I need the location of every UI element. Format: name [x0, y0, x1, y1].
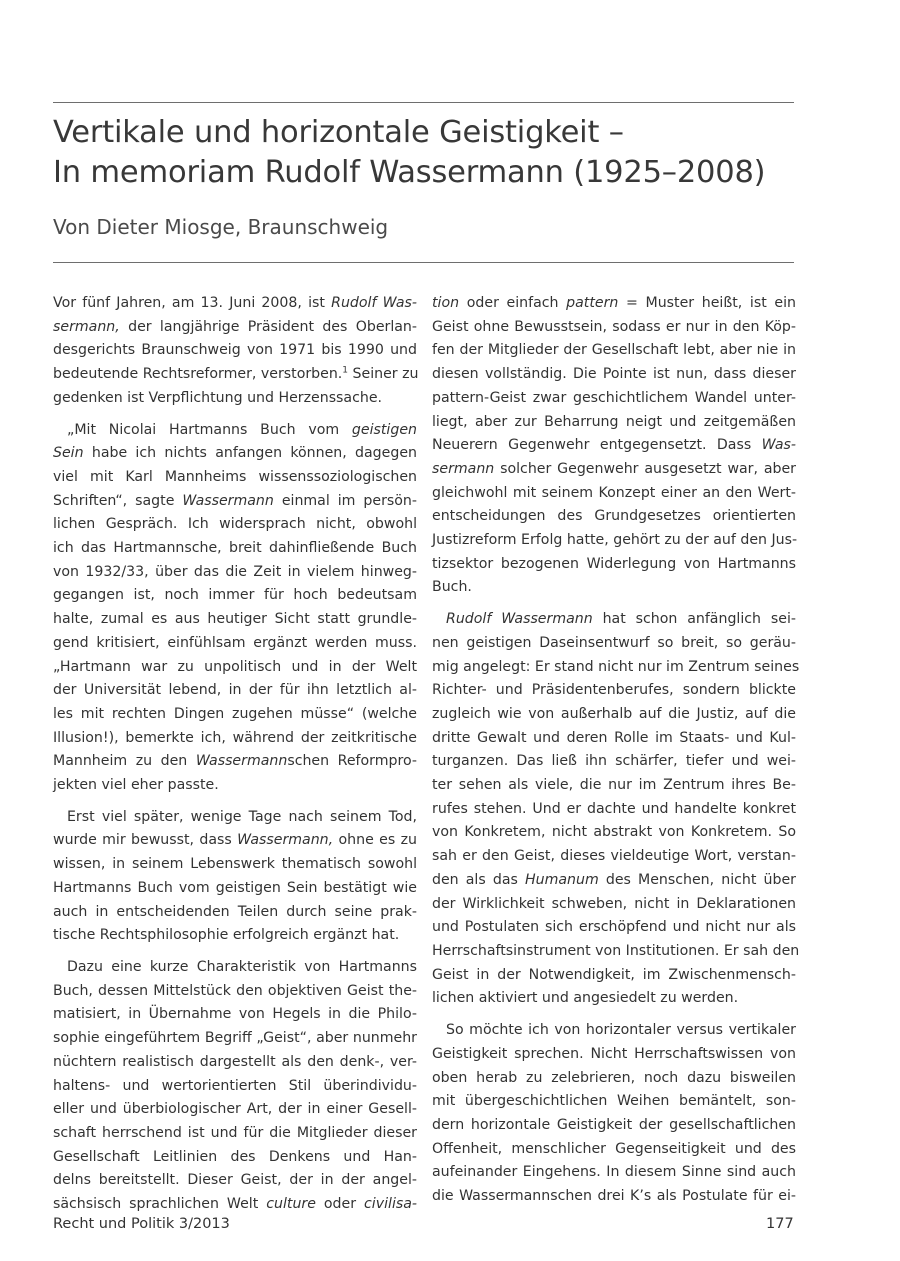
footer-journal-name: Recht und Politik 3/2013: [53, 1216, 230, 1232]
text-line: und Postulaten sich erschöpfend und nicht nur als: [432, 919, 796, 936]
text-line: aufeinander Eingehens. In diesem Sinne sind auch: [432, 1164, 796, 1181]
text-line: Hartmanns Buch vom geistigen Sein bestätigt wie: [53, 879, 417, 896]
text-line: gend kritisiert, einfühlsam ergänzt werden muss.: [53, 634, 417, 651]
text-line: Gesellschaft Leitlinien des Denkens und Han-: [53, 1148, 417, 1165]
text-line: von Konkretem, nicht abstrakt von Konkretem. So: [432, 824, 796, 841]
text-line: Mannheim zu den Wassermannschen Reformpro-: [53, 753, 417, 770]
text-line: jekten viel eher passte.: [53, 777, 219, 794]
text-line: „Hartmann war zu unpolitisch und in der Welt: [53, 658, 417, 675]
text-line: Richter- und Präsidentenberufes, sondern blickte: [432, 682, 796, 699]
text-line: nüchtern realistisch dargestellt als den denk-, ver-: [53, 1053, 417, 1070]
text-line: Neuerern Gegenwehr entgegensetzt. Dass Was-: [432, 437, 796, 454]
text-column-left: [53, 292, 417, 1225]
text-line: von 1932/33, über das die Zeit in vielem hinweg-: [53, 563, 417, 580]
text-line: eller und überbiologischer Art, der in einer Gesell-: [53, 1101, 417, 1118]
text-line: Geist ohne Bewusstsein, sodass er nur in den Köp-: [432, 318, 796, 335]
text-line: haltens- und wertorientierten Stil überindividu-: [53, 1077, 417, 1094]
text-line: Offenheit, menschlicher Gegenseitigkeit und des: [432, 1140, 796, 1157]
text-line: wurde mir bewusst, dass Wassermann, ohne es zu: [53, 832, 417, 849]
text-line: ich das Hartmannsche, breit dahinfließende Buch: [53, 540, 417, 557]
text-line: Schriften“, sagte Wassermann einmal im persön-: [53, 492, 417, 509]
paragraph: [432, 1019, 796, 1209]
footer-page-number: 177: [766, 1216, 794, 1232]
text-line: Buch.: [432, 579, 472, 596]
article-title: [53, 113, 798, 193]
title-line-1: Vertikale und horizontale Geistigkeit –: [53, 115, 624, 150]
text-line: matisiert, in Übernahme von Hegels in die Philo-: [53, 1006, 417, 1023]
text-line: Erst viel später, wenige Tage nach seinem Tod,: [67, 808, 417, 825]
text-line: Herrschaftsinstrument von Institutionen. Er sah den: [432, 942, 800, 959]
paragraph: [53, 806, 417, 948]
text-line: pattern-Geist zwar geschichtlichem Wandel unter-: [432, 389, 796, 406]
text-line: schaft herrschend ist und für die Mitglieder dieser: [53, 1124, 417, 1141]
text-line: desgerichts Braunschweig von 1971 bis 1990 und: [53, 342, 417, 359]
text-line: den als das Humanum des Menschen, nicht über: [432, 871, 796, 888]
text-line: auch in entscheidenden Teilen durch seine prak-: [53, 903, 417, 920]
text-line: mig angelegt: Er stand nicht nur im Zentrum seines: [432, 658, 800, 675]
text-column-right: [432, 292, 800, 1217]
text-line: les mit rechten Dingen zugehen müsse“ (welche: [53, 705, 417, 722]
text-line: turganzen. Das ließ ihn schärfer, tiefer und wei-: [432, 753, 796, 770]
text-line: viel mit Karl Mannheims wissenssoziologischen: [53, 468, 417, 485]
text-line: dern horizontale Geistigkeit der gesellschaftlichen: [432, 1116, 796, 1133]
text-line: sah er den Geist, dieses vieldeutige Wort, verstan-: [432, 848, 796, 865]
text-line: bedeutende Rechtsreformer, verstorben.$^1$ Seiner zu: [53, 365, 419, 383]
text-line: mit übergeschichtlichen Weihen bemäntelt, son-: [432, 1093, 796, 1110]
text-line: Sein habe ich nichts anfangen können, dagegen: [53, 445, 417, 462]
text-line: Justizreform Erfolg hatte, gehört zu der auf den Jus-: [432, 532, 798, 549]
text-line: sermann, der langjährige Präsident des Oberlan-: [53, 318, 417, 335]
text-line: sophie eingeführtem Begriff „Geist“, aber nunmehr: [53, 1030, 417, 1047]
text-line: fen der Mitglieder der Gesellschaft lebt, aber nie in: [432, 342, 796, 359]
text-line: diesen vollständig. Die Pointe ist nun, dass dieser: [432, 366, 796, 383]
header-bottom-rule: [53, 262, 794, 263]
text-line: ter sehen als viele, die nur im Zentrum ihres Be-: [432, 777, 796, 794]
paragraph: [432, 292, 796, 600]
text-line: gedenken ist Verpflichtung und Herzenssache.: [53, 389, 383, 406]
text-line: halte, zumal es aus heutiger Sicht statt grundle-: [53, 611, 417, 628]
text-line: sermann solcher Gegenwehr ausgesetzt war, aber: [432, 460, 796, 477]
text-line: nen geistigen Daseinsentwurf so breit, so geräu-: [432, 634, 796, 651]
author-byline: Von Dieter Miosge, Braunschweig: [53, 215, 389, 239]
text-line: Geistigkeit sprechen. Nicht Herrschaftswissen von: [432, 1045, 796, 1062]
text-line: lichen Gespräch. Ich widersprach nicht, obwohl: [53, 516, 417, 533]
text-line: wissen, in seinem Lebenswerk thematisch sowohl: [53, 856, 417, 873]
text-line: Vor fünf Jahren, am 13. Juni 2008, ist Rudolf Was-: [53, 295, 417, 311]
text-line: Dazu eine kurze Charakteristik von Hartmanns: [67, 958, 417, 975]
text-line: der Wirklichkeit schweben, nicht in Deklarationen: [432, 895, 796, 912]
text-line: rufes stehen. Und er dachte und handelte konkret: [432, 800, 796, 817]
text-line: tion oder einfach pattern = Muster heißt, ist ein: [432, 295, 796, 311]
text-line: entscheidungen des Grundgesetzes orientierten: [432, 508, 796, 525]
text-line: Illusion!), bemerkte ich, während der zeitkritische: [53, 729, 417, 746]
text-line: gegangen ist, noch immer für hoch bedeutsam: [53, 587, 417, 604]
text-line: So möchte ich von horizontaler versus vertikaler: [446, 1022, 796, 1039]
paragraph: [53, 419, 417, 798]
text-line: Buch, dessen Mittelstück den objektiven Geist the-: [53, 982, 417, 999]
text-line: oben herab zu zelebrieren, noch dazu bisweilen: [432, 1069, 796, 1086]
text-line: Geist in der Notwendigkeit, im Zwischenmensch-: [432, 966, 796, 983]
paragraph: [432, 608, 800, 1011]
text-line: der Universität lebend, in der für ihn letztlich al-: [53, 682, 417, 699]
text-line: die Wassermannschen drei K’s als Postulate für ei-: [432, 1188, 796, 1205]
text-line: liegt, aber zur Beharrung neigt und zeitgemäßen: [432, 413, 796, 430]
paragraph: [53, 292, 417, 411]
text-line: zugleich wie von außerhalb auf die Justiz, auf die: [432, 705, 796, 722]
text-line: tizsektor bezogenen Widerlegung von Hartmanns: [432, 555, 796, 572]
text-line: gleichwohl mit seinem Konzept einer an den Wert-: [432, 484, 796, 501]
text-line: Rudolf Wassermann hat schon anfänglich sei-: [446, 611, 796, 628]
top-rule: [53, 102, 794, 103]
text-line: lichen aktiviert und angesiedelt zu werden.: [432, 990, 739, 1007]
text-line: tische Rechtsphilosophie erfolgreich ergänzt hat.: [53, 927, 400, 944]
text-line: delns bereitstellt. Dieser Geist, der in der angel-: [53, 1172, 417, 1189]
text-line: dritte Gewalt und deren Rolle im Staats- und Kul-: [432, 729, 796, 746]
text-line: „Mit Nicolai Hartmanns Buch vom geistigen: [67, 421, 417, 438]
title-line-2: In memoriam Rudolf Wassermann (1925–2008): [53, 155, 766, 190]
paragraph: [53, 956, 417, 1217]
text-line: sächsisch sprachlichen Welt culture oder civilisa-: [53, 1196, 418, 1213]
